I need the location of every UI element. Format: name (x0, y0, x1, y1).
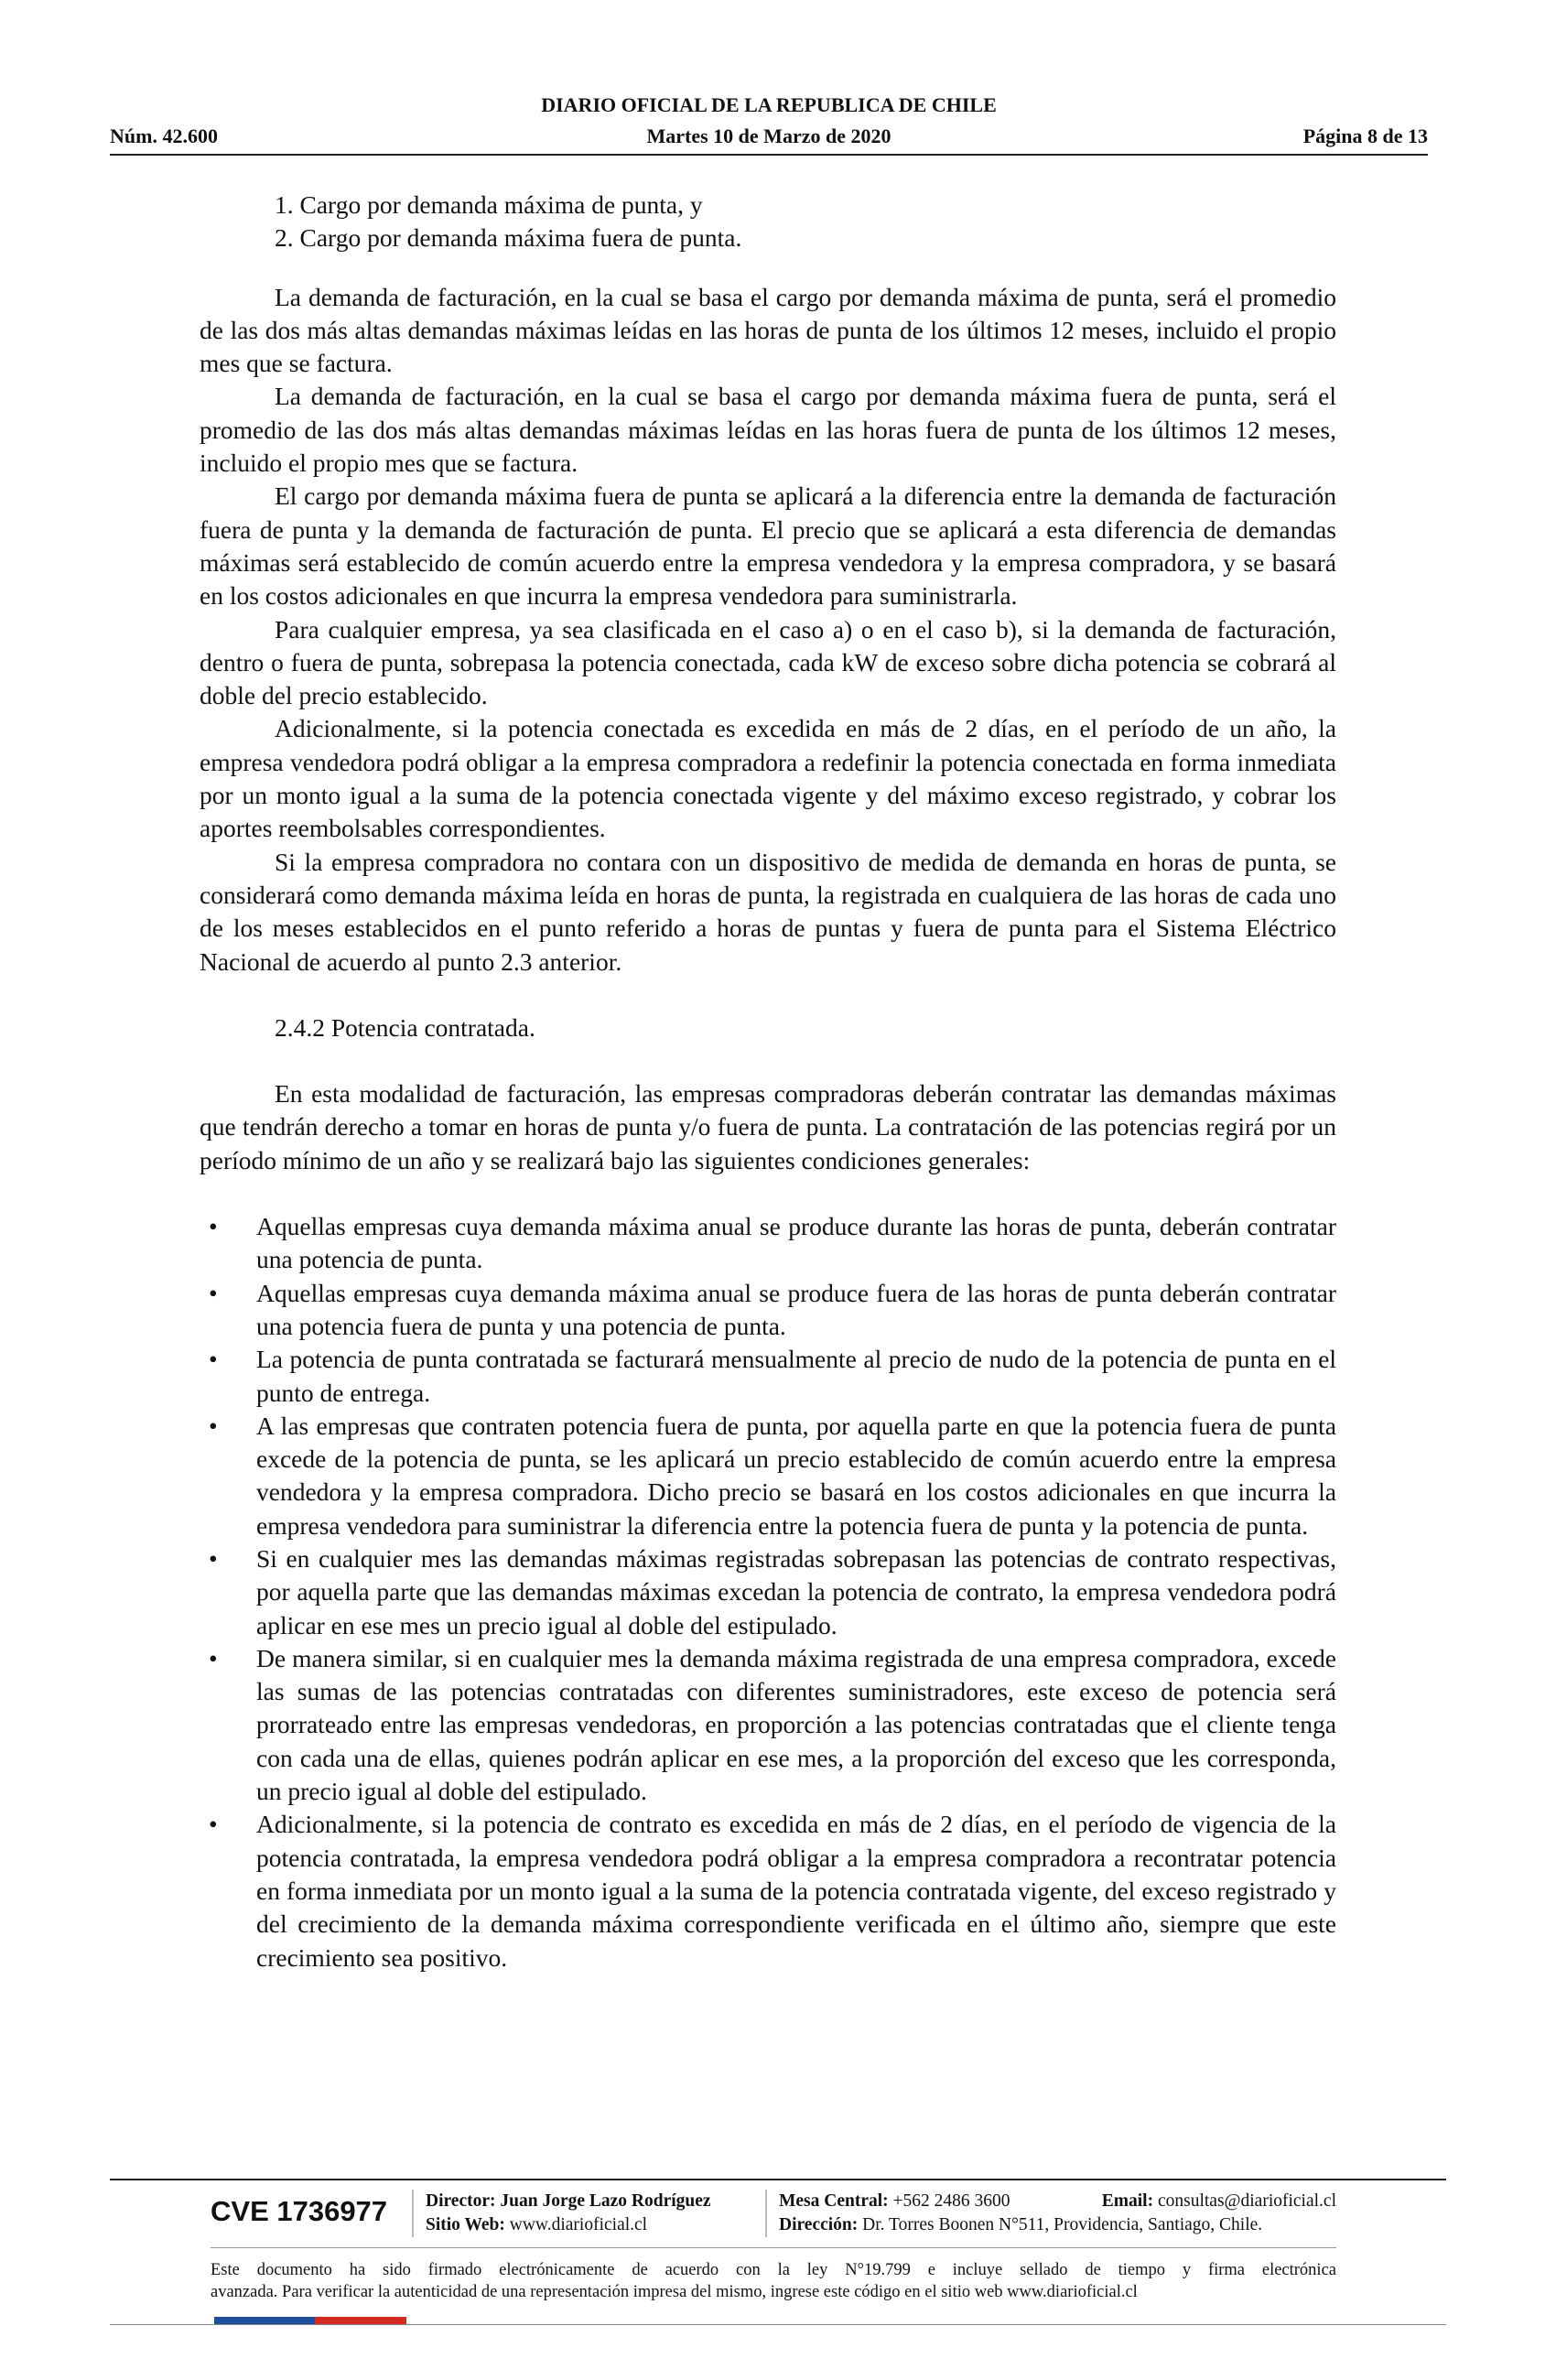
director-name: Juan Jorge Lazo Rodríguez (500, 2191, 711, 2211)
issue-date: Martes 10 de Marzo de 2020 (646, 124, 891, 147)
signature-notice: Este documento ha sido firmado electrónicamente de acuerdo con la ley N°19.799 e incluye sellado de tiempo y firma electrónica avanzada. Para verificar la autenticidad de una representación impresa del mismo, ingrese este código en el sitio web www.diarioficial.cl (211, 2261, 1336, 2301)
list-item: • Si en cualquier mes las demandas máximas registradas sobrepasan las potencias de contrato respectivas, por aquella parte que las demandas máximas excedan la potencia de contrato, la empresa vendedora podrá aplicar en ese mes un precio igual al doble del estipulado. (209, 1543, 1336, 1639)
paragraph: Adicionalmente, si la potencia conectada es excedida en más de 2 días, en el período de un año, la empresa vendedora podrá obligar a la empresa compradora a redefinir la potencia conectada en forma inmediata por un monto igual a la suma de la potencia conectada vigente y del máximo exceso registrado, y cobrar los aportes reembolsables correspondientes. (200, 714, 1336, 843)
list-item: • De manera similar, si en cualquier mes la demanda máxima registrada de una empresa compradora, excede las sumas de las potencias contratadas con diferentes suministradores, este exceso de potencia será prorrateado entre las empresas vendedoras, en proporción a las potencias contratadas que el cliente tenga con cada una de ellas, quienes podrán aplicar en ese mes, a la proporción del exceso que les corresponda, un precio igual al doble del estipulado. (209, 1643, 1336, 1806)
issue-number: Núm. 42.600 (110, 124, 218, 147)
paragraph: El cargo por demanda máxima fuera de punta se aplicará a la diferencia entre la demanda de facturación fuera de punta y la demanda de facturación de punta. El precio que se aplicará a esta diferencia de demandas máximas será establecido de común acuerdo entre la empresa vendedora y la empresa compradora, y se basará en los costos adicionales en que incurra la empresa vendedora para suministrarla. (200, 481, 1336, 611)
header-divider (110, 154, 1428, 156)
footer-contact-block: Mesa Central: +562 2486 3600 Email: consultas@diarioficial.cl Dirección: Dr. Torres Boonen N°511, Providencia, Santiago, Chile. (779, 2191, 1336, 2234)
footer-inner-divider (211, 2247, 1336, 2248)
journal-title: DIARIO OFICIAL DE LA REPUBLICA DE CHILE (541, 93, 997, 116)
email-link[interactable]: consultas@diarioficial.cl (1157, 2191, 1336, 2211)
paragraph: Para cualquier empresa, ya sea clasificada en el caso a) o en el caso b), si la demanda de facturación, dentro o fuera de punta, sobrepasa la potencia conectada, cada kW de exceso sobre dicha potencia se cobrará al doble del precio establecido. (200, 614, 1336, 710)
phone-number: +562 2486 3600 (892, 2191, 1010, 2211)
conditions-list (200, 1210, 1336, 1974)
cve-code: CVE 1736977 (211, 2195, 388, 2227)
address: Dr. Torres Boonen N°511, Providencia, Santiago, Chile. (862, 2215, 1263, 2234)
list-item: • A las empresas que contraten potencia fuera de punta, por aquella parte en que la potencia fuera de punta excede de la potencia de punta, se les aplicará un precio establecido de común acuerdo entre la empresa vendedora y la empresa compradora. Dicho precio se basará en los costos adicionales en que incurra la empresa vendedora para suministrar la diferencia entre la potencia fuera de punta y la potencia de punta. (209, 1411, 1336, 1540)
paragraph: La demanda de facturación, en la cual se basa el cargo por demanda máxima fuera de punta, será el promedio de las dos más altas demandas máximas leídas en las horas fuera de punta de los últimos 12 meses, incluido el propio mes que se factura. (200, 382, 1336, 478)
bullet-icon: • (209, 1643, 218, 1672)
paragraph: La demanda de facturación, en la cual se basa el cargo por demanda máxima de punta, será el promedio de las dos más altas demandas máximas leídas en las horas de punta de los últimos 12 meses, incluido el propio mes que se factura. (200, 282, 1336, 378)
list-item: • Aquellas empresas cuya demanda máxima anual se produce fuera de las horas de punta deberán contratar una potencia fuera de punta y una potencia de punta. (209, 1278, 1336, 1340)
bullet-icon: • (209, 1543, 218, 1573)
flag-stripe (214, 2317, 406, 2324)
list-item: • Aquellas empresas cuya demanda máxima anual se produce durante las horas de punta, deberán contratar una potencia de punta. (209, 1212, 1336, 1274)
page-number: Página 8 de 13 (1302, 124, 1428, 147)
list-item: 2. Cargo por demanda máxima fuera de punta. (275, 223, 742, 253)
bullet-icon: • (209, 1212, 218, 1241)
bullet-icon: • (209, 1810, 218, 1839)
list-item: 1. Cargo por demanda máxima de punta, y (275, 190, 703, 219)
footer-bottom-divider (110, 2324, 1446, 2325)
footer-divider (110, 2179, 1446, 2180)
section-intro: En esta modalidad de facturación, las empresas compradoras deberán contratar las demandas máximas que tendrán derecho a tomar en horas de punta y/o fuera de punta. La contratación de las potencias regirá por un período mínimo de un año y se realizará bajo las siguientes condiciones generales: (200, 1079, 1336, 1174)
section-heading: 2.4.2 Potencia contratada. (275, 1012, 535, 1042)
footer-separator (765, 2190, 767, 2237)
page-header (110, 92, 1428, 152)
bullet-icon: • (209, 1411, 218, 1440)
footer-director-block: Director: Juan Jorge Lazo Rodríguez Sitio Web: www.diarioficial.cl (426, 2191, 711, 2234)
website-link[interactable]: www.diarioficial.cl (509, 2215, 648, 2234)
bullet-icon: • (209, 1345, 218, 1374)
paragraph: Si la empresa compradora no contara con un dispositivo de medida de demanda en horas de punta, se considerará como demanda máxima leída en horas de punta, la registrada en cualquiera de las horas de cada uno de los meses establecidos en el punto referido a horas de puntas y fuera de punta para el Sistema Eléctrico Nacional de acuerdo al punto 2.3 anterior. (200, 847, 1336, 976)
document-body (200, 189, 1336, 1974)
list-item: • La potencia de punta contratada se facturará mensualmente al precio de nudo de la potencia de punta en el punto de entrega. (209, 1345, 1336, 1407)
footer-separator (412, 2190, 414, 2237)
list-item: • Adicionalmente, si la potencia de contrato es excedida en más de 2 días, en el período de vigencia de la potencia contratada, la empresa vendedora podrá obligar a la empresa compradora a recontratar potencia en forma inmediata por un monto igual a la suma de la potencia contratada vigente, del exceso registrado y del crecimiento de la demanda máxima correspondiente verificada en el último año, siempre que este crecimiento sea positivo. (209, 1810, 1336, 1972)
bullet-icon: • (209, 1278, 218, 1307)
